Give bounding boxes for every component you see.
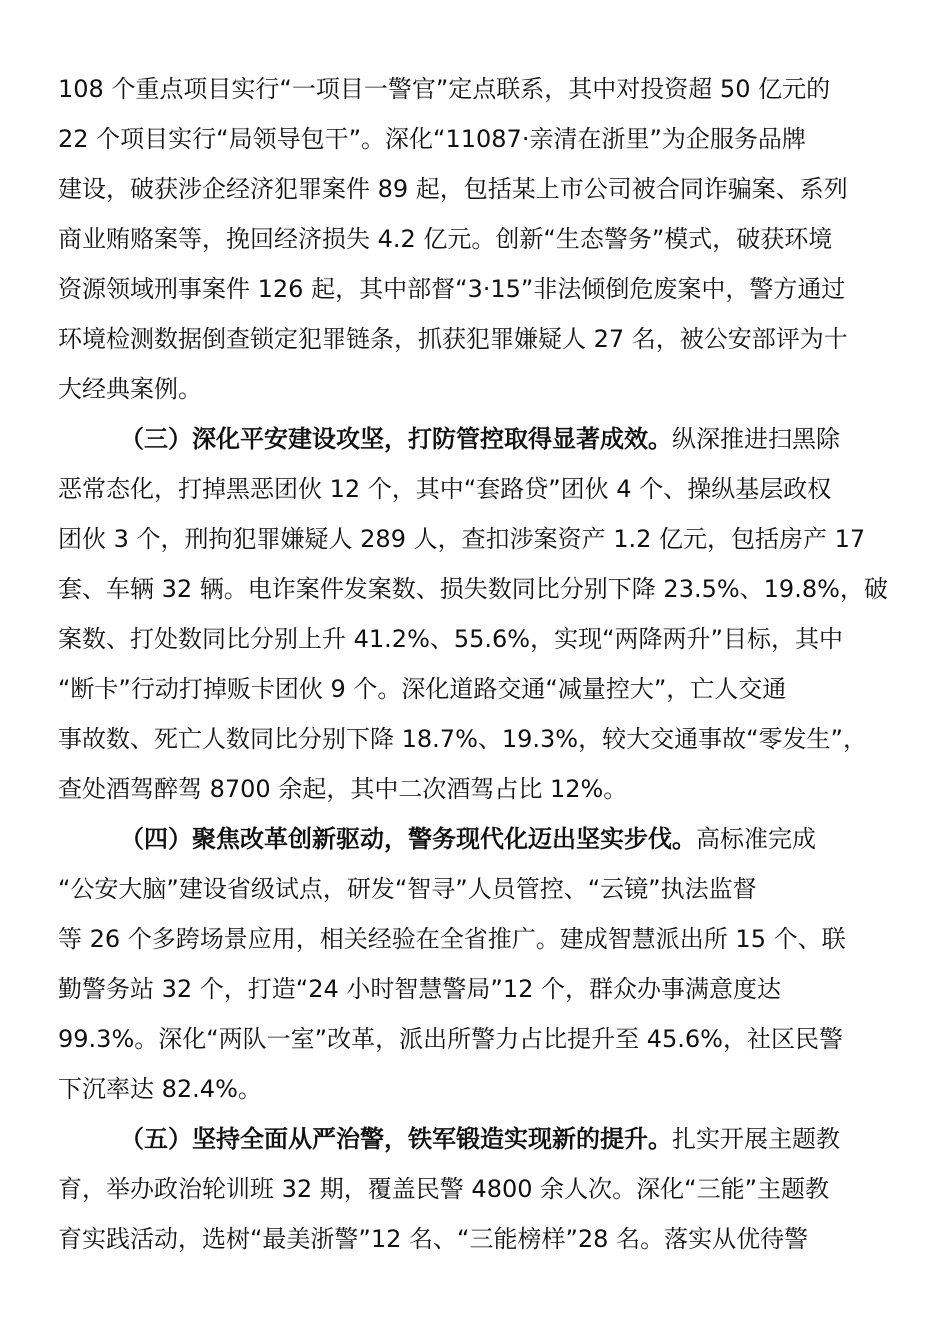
paragraph-3-line: “公安大脑”建设省级试点，研发“智寻”人员管控、“云镜”执法监督 [58, 875, 757, 903]
section-heading-5: （五）坚持全面从严治警，铁军锻造实现新的提升。 [120, 1125, 672, 1153]
paragraph-1-line: 环境检测数据倒查锁定犯罪链条，抓获犯罪嫌疑人 27 名，被公安部评为十 [58, 325, 848, 353]
paragraph-2-line: 案数、打处数同比分别上升 41.2%、55.6%，实现“两降两升”目标，其中 [58, 625, 843, 653]
paragraph-2-first-line [58, 414, 892, 464]
paragraph-2-line: 恶常态化，打掉黑恶团伙 12 个，其中“套路贷”团伙 4 个、操纵基层政权 [58, 475, 832, 503]
section-heading-4: （四）聚焦改革创新驱动，警务现代化迈出坚实步伐。 [120, 825, 696, 853]
paragraph-3-line: 等 26 个多跨场景应用，相关经验在全省推广。建成智慧派出所 15 个、联 [58, 925, 846, 953]
paragraph-4-line: 育，举办政治轮训班 32 期，覆盖民警 4800 余人次。深化“三能”主题教 [58, 1175, 829, 1203]
paragraph-4-first-line-text: 扎实开展主题教 [672, 1125, 840, 1153]
paragraph-1-line: 22 个项目实行“局领导包干”。深化“11087·亲清在浙里”为企服务品牌 [58, 125, 806, 153]
paragraph-1-line: 建设，破获涉企经济犯罪案件 89 起，包括某上市公司被合同诈骗案、系列 [58, 175, 848, 203]
paragraph-2-line: “断卡”行动打掉贩卡团伙 9 个。深化道路交通“减量控大”，亡人交通 [58, 675, 787, 703]
paragraph-3-line: 99.3%。深化“两队一室”改革，派出所警力占比提升至 45.6%，社区民警 [58, 1025, 843, 1053]
paragraph-2-first-line-text: 纵深推进扫黑除 [672, 425, 840, 453]
paragraph-3-first-line-text: 高标准完成 [696, 825, 816, 853]
paragraph-2-line: 套、车辆 32 辆。电诈案件发案数、损失数同比分别下降 23.5%、19.8%，破 [58, 575, 888, 603]
paragraph-3-first-line [58, 814, 892, 864]
paragraph-3-line: 勤警务站 32 个，打造“24 小时智慧警局”12 个，群众办事满意度达 [58, 975, 781, 1003]
paragraph-4-first-line [58, 1114, 892, 1164]
paragraph-1-line: 商业贿赂案等，挽回经济损失 4.2 亿元。创新“生态警务”模式，破获环境 [58, 225, 833, 253]
paragraph-1-line: 108 个重点项目实行“一项目一警官”定点联系，其中对投资超 50 亿元的 [58, 75, 831, 103]
section-heading-3: （三）深化平安建设攻坚，打防管控取得显著成效。 [120, 425, 672, 453]
paragraph-3-line: 下沉率达 82.4%。 [58, 1075, 262, 1103]
paragraph-4-line: 育实践活动，选树“最美浙警”12 名、“三能榜样”28 名。落实从优待警 [58, 1225, 809, 1253]
paragraph-2-line: 事故数、死亡人数同比分别下降 18.7%、19.3%，较大交通事故“零发生”， [58, 725, 867, 753]
paragraph-2-line: 团伙 3 个，刑拘犯罪嫌疑人 289 人，查扣涉案资产 1.2 亿元，包括房产 17 [58, 525, 866, 553]
document-body [58, 64, 892, 1264]
paragraph-2-line: 查处酒驾醉驾 8700 余起，其中二次酒驾占比 12%。 [58, 775, 628, 803]
paragraph-1-line: 大经典案例。 [58, 375, 202, 403]
paragraph-1-line: 资源领域刑事案件 126 起，其中部督“3·15”非法倾倒危废案中，警方通过 [58, 275, 846, 303]
